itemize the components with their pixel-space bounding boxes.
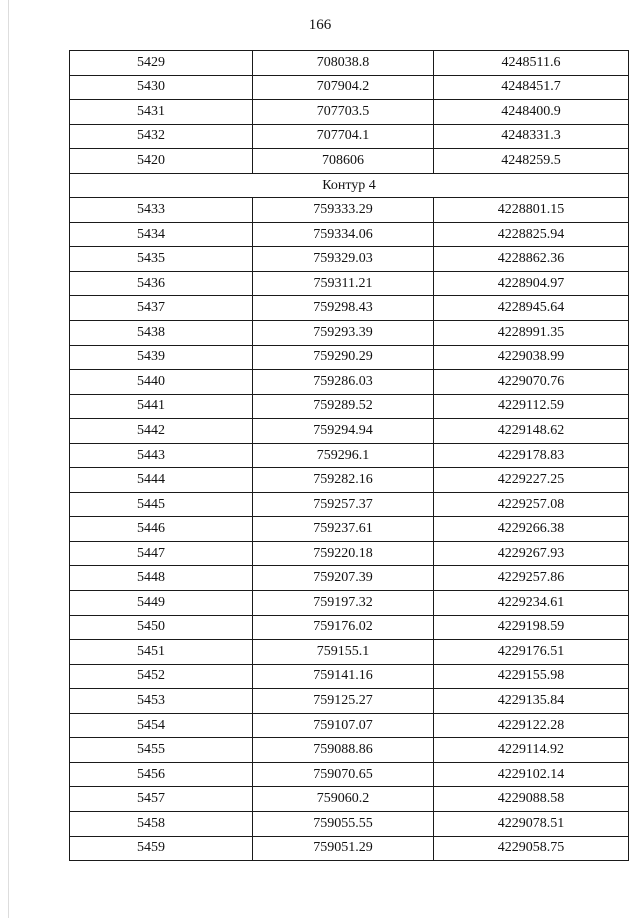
y-coordinate-cell: 4229155.98 (434, 664, 629, 689)
point-number-cell: 5458 (70, 811, 253, 836)
point-number-cell: 5448 (70, 566, 253, 591)
point-number-cell: 5439 (70, 345, 253, 370)
x-coordinate-cell: 759257.37 (253, 492, 434, 517)
x-coordinate-cell: 759289.52 (253, 394, 434, 419)
x-coordinate-cell: 759060.2 (253, 787, 434, 812)
y-coordinate-cell: 4229078.51 (434, 811, 629, 836)
y-coordinate-cell: 4228991.35 (434, 321, 629, 346)
x-coordinate-cell: 759141.16 (253, 664, 434, 689)
table-row (70, 836, 629, 861)
point-number-cell: 5450 (70, 615, 253, 640)
y-coordinate-cell: 4229227.25 (434, 468, 629, 493)
table-row (70, 640, 629, 665)
point-number-cell: 5441 (70, 394, 253, 419)
table-row (70, 271, 629, 296)
point-number-cell: 5432 (70, 124, 253, 149)
table-row (70, 100, 629, 125)
y-coordinate-cell: 4229114.92 (434, 738, 629, 763)
x-coordinate-cell: 759125.27 (253, 689, 434, 714)
y-coordinate-cell: 4229135.84 (434, 689, 629, 714)
table-row (70, 689, 629, 714)
point-number-cell: 5433 (70, 198, 253, 223)
point-number-cell: 5435 (70, 247, 253, 272)
point-number-cell: 5420 (70, 149, 253, 174)
x-coordinate-cell: 759107.07 (253, 713, 434, 738)
x-coordinate-cell: 759207.39 (253, 566, 434, 591)
table-row (70, 591, 629, 616)
x-coordinate-cell: 707704.1 (253, 124, 434, 149)
x-coordinate-cell: 759088.86 (253, 738, 434, 763)
x-coordinate-cell: 759051.29 (253, 836, 434, 861)
y-coordinate-cell: 4248400.9 (434, 100, 629, 125)
coordinates-table-body (70, 51, 629, 861)
x-coordinate-cell: 707703.5 (253, 100, 434, 125)
table-row (70, 394, 629, 419)
table-row (70, 443, 629, 468)
y-coordinate-cell: 4229112.59 (434, 394, 629, 419)
scan-edge-line (8, 0, 9, 918)
point-number-cell: 5444 (70, 468, 253, 493)
table-row (70, 615, 629, 640)
table-row (70, 517, 629, 542)
table-row (70, 664, 629, 689)
x-coordinate-cell: 759294.94 (253, 419, 434, 444)
table-row (70, 149, 629, 174)
x-coordinate-cell: 759293.39 (253, 321, 434, 346)
x-coordinate-cell: 708606 (253, 149, 434, 174)
y-coordinate-cell: 4229058.75 (434, 836, 629, 861)
y-coordinate-cell: 4229266.38 (434, 517, 629, 542)
x-coordinate-cell: 759220.18 (253, 541, 434, 566)
x-coordinate-cell: 759197.32 (253, 591, 434, 616)
table-row (70, 198, 629, 223)
point-number-cell: 5429 (70, 51, 253, 76)
y-coordinate-cell: 4228862.36 (434, 247, 629, 272)
y-coordinate-cell: 4229038.99 (434, 345, 629, 370)
point-number-cell: 5447 (70, 541, 253, 566)
x-coordinate-cell: 759334.06 (253, 222, 434, 247)
x-coordinate-cell: 759311.21 (253, 271, 434, 296)
point-number-cell: 5455 (70, 738, 253, 763)
x-coordinate-cell: 759055.55 (253, 811, 434, 836)
point-number-cell: 5443 (70, 443, 253, 468)
table-row (70, 811, 629, 836)
y-coordinate-cell: 4229102.14 (434, 762, 629, 787)
x-coordinate-cell: 759333.29 (253, 198, 434, 223)
table-row (70, 124, 629, 149)
point-number-cell: 5449 (70, 591, 253, 616)
table-row (70, 75, 629, 100)
y-coordinate-cell: 4248259.5 (434, 149, 629, 174)
table-row (70, 566, 629, 591)
point-number-cell: 5453 (70, 689, 253, 714)
point-number-cell: 5454 (70, 713, 253, 738)
y-coordinate-cell: 4229122.28 (434, 713, 629, 738)
point-number-cell: 5457 (70, 787, 253, 812)
y-coordinate-cell: 4228801.15 (434, 198, 629, 223)
point-number-cell: 5459 (70, 836, 253, 861)
x-coordinate-cell: 759282.16 (253, 468, 434, 493)
section-label: Контур 4 (70, 173, 629, 198)
y-coordinate-cell: 4229257.86 (434, 566, 629, 591)
table-row (70, 762, 629, 787)
point-number-cell: 5434 (70, 222, 253, 247)
page-number: 166 (308, 17, 332, 33)
x-coordinate-cell: 759070.65 (253, 762, 434, 787)
x-coordinate-cell: 759329.03 (253, 247, 434, 272)
coordinates-table (69, 50, 629, 861)
y-coordinate-cell: 4229267.93 (434, 541, 629, 566)
y-coordinate-cell: 4248511.6 (434, 51, 629, 76)
section-header-row (70, 173, 629, 198)
table-row (70, 738, 629, 763)
y-coordinate-cell: 4229148.62 (434, 419, 629, 444)
y-coordinate-cell: 4229070.76 (434, 370, 629, 395)
x-coordinate-cell: 759290.29 (253, 345, 434, 370)
point-number-cell: 5431 (70, 100, 253, 125)
point-number-cell: 5436 (70, 271, 253, 296)
point-number-cell: 5446 (70, 517, 253, 542)
table-row (70, 247, 629, 272)
table-row (70, 419, 629, 444)
y-coordinate-cell: 4248331.3 (434, 124, 629, 149)
point-number-cell: 5438 (70, 321, 253, 346)
y-coordinate-cell: 4228825.94 (434, 222, 629, 247)
point-number-cell: 5451 (70, 640, 253, 665)
table-row (70, 541, 629, 566)
y-coordinate-cell: 4248451.7 (434, 75, 629, 100)
table-row (70, 321, 629, 346)
y-coordinate-cell: 4228945.64 (434, 296, 629, 321)
x-coordinate-cell: 759155.1 (253, 640, 434, 665)
table-row (70, 370, 629, 395)
point-number-cell: 5430 (70, 75, 253, 100)
y-coordinate-cell: 4229178.83 (434, 443, 629, 468)
x-coordinate-cell: 759176.02 (253, 615, 434, 640)
y-coordinate-cell: 4229234.61 (434, 591, 629, 616)
y-coordinate-cell: 4229088.58 (434, 787, 629, 812)
point-number-cell: 5452 (70, 664, 253, 689)
table-row (70, 296, 629, 321)
y-coordinate-cell: 4229257.08 (434, 492, 629, 517)
table-row (70, 713, 629, 738)
table-row (70, 222, 629, 247)
y-coordinate-cell: 4229176.51 (434, 640, 629, 665)
point-number-cell: 5442 (70, 419, 253, 444)
x-coordinate-cell: 759286.03 (253, 370, 434, 395)
point-number-cell: 5456 (70, 762, 253, 787)
point-number-cell: 5440 (70, 370, 253, 395)
table-row (70, 468, 629, 493)
y-coordinate-cell: 4228904.97 (434, 271, 629, 296)
x-coordinate-cell: 759296.1 (253, 443, 434, 468)
x-coordinate-cell: 707904.2 (253, 75, 434, 100)
table-row (70, 345, 629, 370)
point-number-cell: 5437 (70, 296, 253, 321)
y-coordinate-cell: 4229198.59 (434, 615, 629, 640)
table-row (70, 51, 629, 76)
table-row (70, 492, 629, 517)
table-row (70, 787, 629, 812)
x-coordinate-cell: 759237.61 (253, 517, 434, 542)
x-coordinate-cell: 708038.8 (253, 51, 434, 76)
point-number-cell: 5445 (70, 492, 253, 517)
x-coordinate-cell: 759298.43 (253, 296, 434, 321)
